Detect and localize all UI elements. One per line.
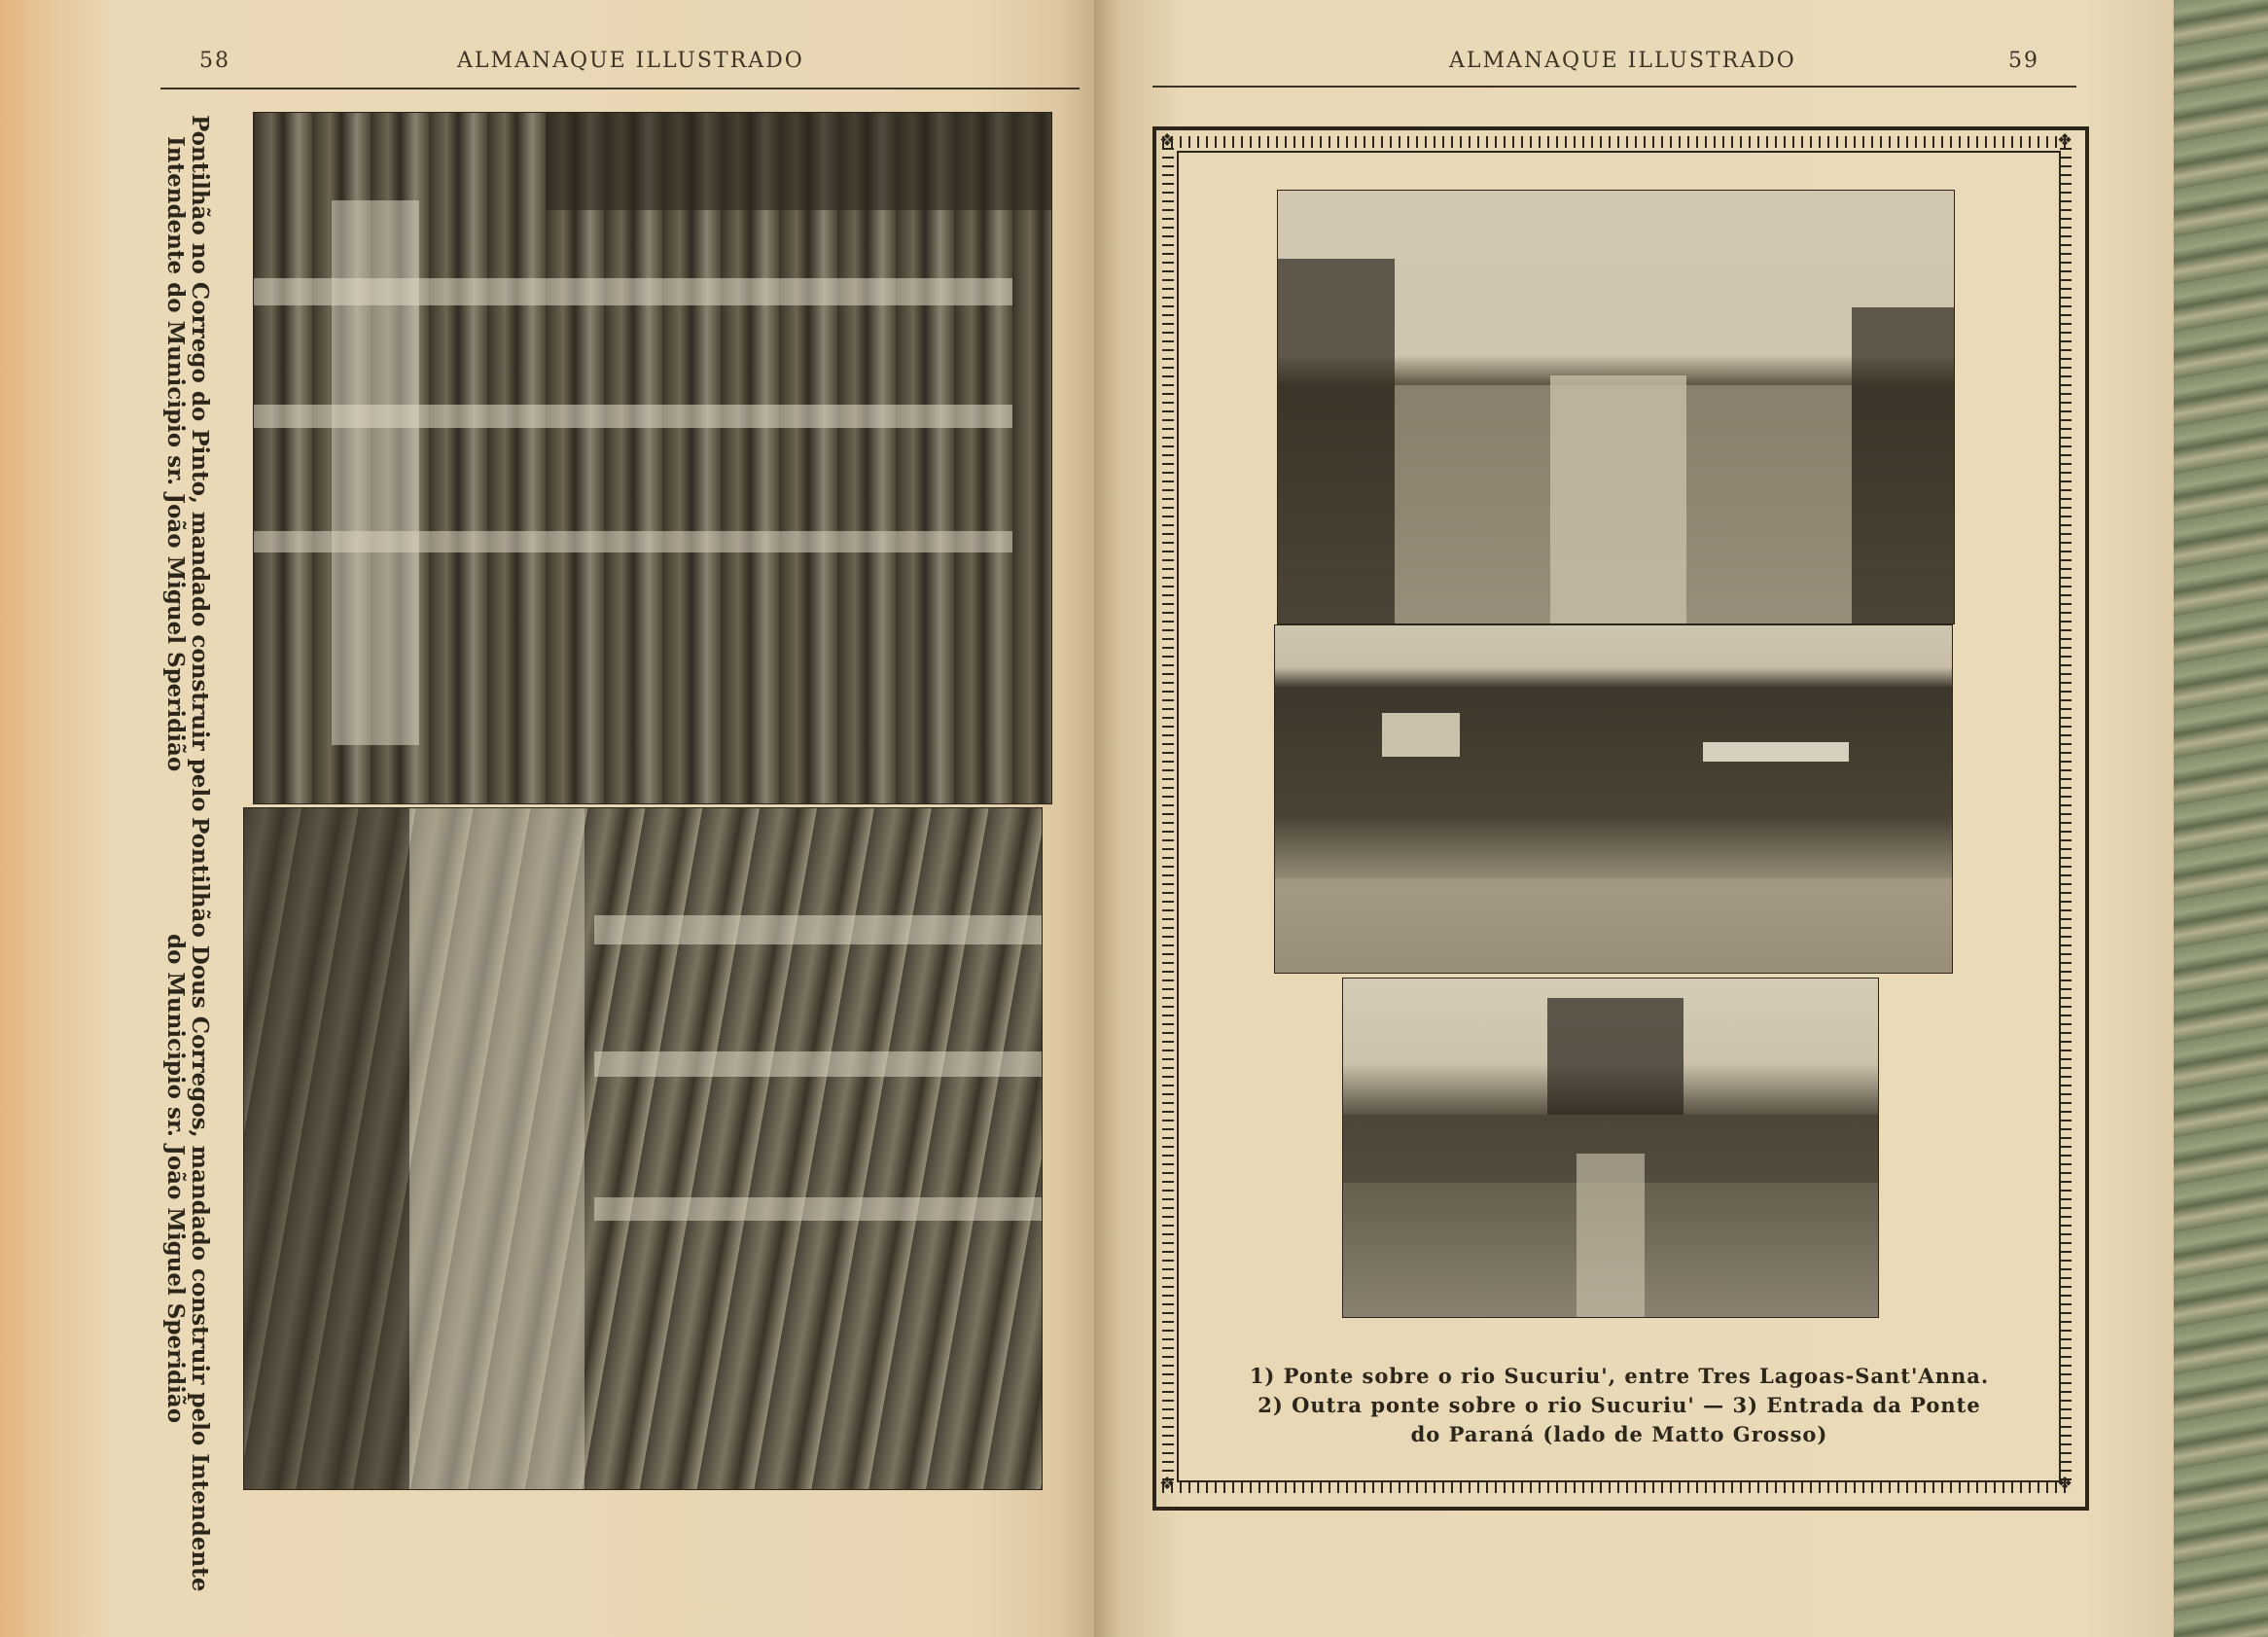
book-binding-edge	[2174, 0, 2268, 1637]
running-head: ALMANAQUE ILLUSTRADO	[457, 49, 804, 73]
ornament-band-left	[1162, 148, 1174, 1481]
caption-line-1: 1) Ponte sobre o rio Sucuriu', entre Tres Lagoas-Sant'Anna.	[1249, 1364, 1990, 1388]
caption-line-2: 2) Outra ponte sobre o rio Sucuriu' — 3) Entrada da Ponte	[1258, 1393, 1981, 1417]
header-rule	[1152, 86, 2076, 88]
caption-line-3: do Paraná (lado de Matto Grosso)	[1410, 1422, 1828, 1446]
corner-ornament-icon: ❖	[2057, 130, 2073, 151]
ornament-band-bottom	[1162, 1481, 2072, 1493]
photo-entrada-ponte-do-parana	[1342, 978, 1879, 1318]
caption-bottom-line-1: Pontilhão Dous Corregos, mandado construir pelo Intendente	[187, 817, 213, 1592]
photo-pontilhao-corrego-do-pinto	[253, 112, 1052, 804]
corner-ornament-icon: ❖	[2057, 1474, 2073, 1494]
running-head: ALMANAQUE ILLUSTRADO	[1449, 49, 1796, 73]
header-rule	[160, 88, 1080, 89]
corner-ornament-icon: ❖	[1159, 130, 1176, 151]
corner-ornament-icon: ❖	[1159, 1474, 1176, 1494]
page-number: 59	[2008, 49, 2039, 73]
ornament-band-top	[1162, 136, 2072, 148]
caption-bottom-line-2: do Municipio sr. João Miguel Speridião	[162, 934, 189, 1424]
photo-ponte-sobre-rio-sucuriu	[1277, 190, 1955, 624]
photo-outra-ponte-rio-sucuriu	[1274, 624, 1953, 974]
left-page	[0, 0, 1094, 1637]
caption-top-line-1: Pontilhão no Corrego do Pinto, mandado construir pelo	[187, 115, 213, 812]
ornament-band-right	[2060, 148, 2072, 1481]
caption-top-line-2: Intendente do Municipio sr. João Miguel Speridião	[162, 136, 189, 772]
photo-pontilhao-dous-corregos	[243, 807, 1043, 1490]
page-number: 58	[199, 49, 230, 73]
